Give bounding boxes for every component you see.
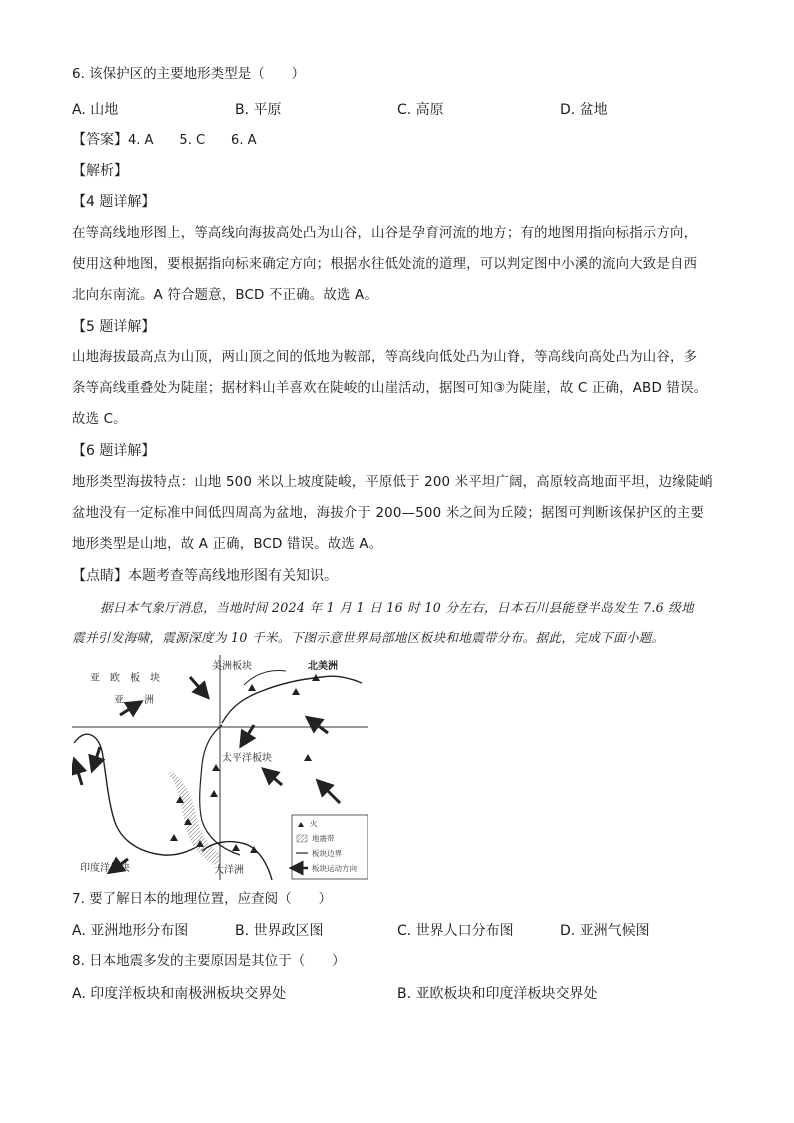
legend-belt-symbol — [297, 835, 307, 842]
answer-text: 4. A 5. C 6. A — [128, 133, 257, 148]
map-label-american-plate: 美洲板块 — [212, 661, 252, 672]
q7-option-d[interactable]: D. 亚洲气候图 — [560, 923, 650, 939]
plate-map-svg — [72, 655, 368, 880]
analysis-label: 【解析】 — [72, 163, 128, 179]
detail-5-heading: 【5 题详解】 — [72, 319, 156, 335]
intro-line: 据日本气象厅消息，当地时间 2024 年 1 月 1 日 16 时 10 分左右，日本石川县能登半岛发生 7.6 级地 — [100, 600, 695, 615]
detail-6-line: 地形类型是山地，故 A 正确，BCD 错误。故选 A。 — [72, 537, 383, 552]
q6-option-a[interactable]: A. 山地 — [72, 102, 119, 118]
map-label-pacific-plate: 太平洋板块 — [222, 753, 272, 764]
q7-option-b[interactable]: B. 世界政区图 — [235, 923, 324, 939]
detail-4-line: 使用这种地图，要根据指向标来确定方向；根据水往低处流的道理，可以判定图中小溪的流向大致是自西 — [72, 257, 698, 272]
answer-label: 【答案】 — [72, 132, 128, 148]
map-label-indian-plate: 印度洋板块 — [80, 863, 130, 874]
comment-text: 本题考查等高线地形图有关知识。 — [128, 568, 338, 584]
map-label-eurasia-plate: 亚 欧 板 块 — [90, 673, 160, 684]
detail-5-line: 山地海拔最高点为山顶，两山顶之间的低地为鞍部，等高线向低处凸为山脊，等高线向高处凸为山谷，多 — [72, 350, 698, 365]
detail-4-line: 北向东南流。A 符合题意，BCD 不正确。故选 A。 — [72, 288, 378, 303]
comment-line — [72, 566, 338, 586]
aleutian-arc — [244, 671, 286, 685]
q6-option-c[interactable]: C. 高原 — [397, 102, 444, 118]
detail-6-line: 盆地没有一定标准中间低四周高为盆地，海拔介于 200—500 米之间为丘陵；据图可判断该保护区的主要 — [72, 506, 705, 521]
comment-label: 【点睛】 — [72, 568, 128, 584]
map-label-north-america: 北美洲 — [308, 661, 338, 672]
detail-4-line: 在等高线地形图上，等高线向海拔高处凸为山谷，山谷是孕育河流的地方；有的地图用指向标指示方向， — [72, 226, 698, 241]
intro-line: 震并引发海啸，震源深度为 10 千米。下图示意世界局部地区板块和地震带分布。据此，完成下面小题。 — [72, 630, 665, 645]
detail-4-heading: 【4 题详解】 — [72, 194, 156, 210]
detail-5-line: 故选 C。 — [72, 412, 127, 427]
legend-label-boundary: 板块边界 — [312, 849, 342, 858]
q8-option-b[interactable]: B. 亚欧板块和印度洋板块交界处 — [397, 986, 598, 1002]
question-7-stem: 7. 要了解日本的地理位置，应查阅（ ） — [72, 891, 333, 907]
detail-5-line: 条等高线重叠处为陡崖；据材料山羊喜欢在陡峻的山崖活动，据图可知③为陡崖，故 C 正确，ABD 错误。 — [72, 381, 708, 396]
legend-label-belt: 地震带 — [312, 834, 335, 843]
legend-label-volcano: 火 — [310, 819, 318, 828]
answer-line — [72, 130, 256, 151]
detail-6-heading: 【6 题详解】 — [72, 443, 156, 459]
detail-6-line: 地形类型海拔特点：山地 500 米以上坡度陡峻，平原低于 200 米平坦广阔，高原较高地面平坦，边缘陡峭 — [72, 475, 713, 490]
q6-option-d[interactable]: D. 盆地 — [560, 102, 608, 118]
map-label-asia: 亚 洲 — [114, 695, 154, 706]
q8-option-a[interactable]: A. 印度洋板块和南极洲板块交界处 — [72, 986, 287, 1002]
q6-option-b[interactable]: B. 平原 — [235, 102, 282, 118]
q7-option-c[interactable]: C. 世界人口分布图 — [397, 923, 514, 939]
map-label-oceania: 大洋洲 — [214, 865, 244, 876]
plate-map-figure — [72, 655, 368, 880]
question-6-stem: 6. 该保护区的主要地形类型是（ ） — [72, 66, 306, 82]
question-8-stem: 8. 日本地震多发的主要原因是其位于（ ） — [72, 953, 346, 969]
legend-label-motion: 板块运动方向 — [312, 864, 357, 873]
seismic-belt-zone — [168, 771, 222, 865]
north-america-coastline — [222, 676, 362, 723]
q7-option-a[interactable]: A. 亚洲地形分布图 — [72, 923, 189, 939]
